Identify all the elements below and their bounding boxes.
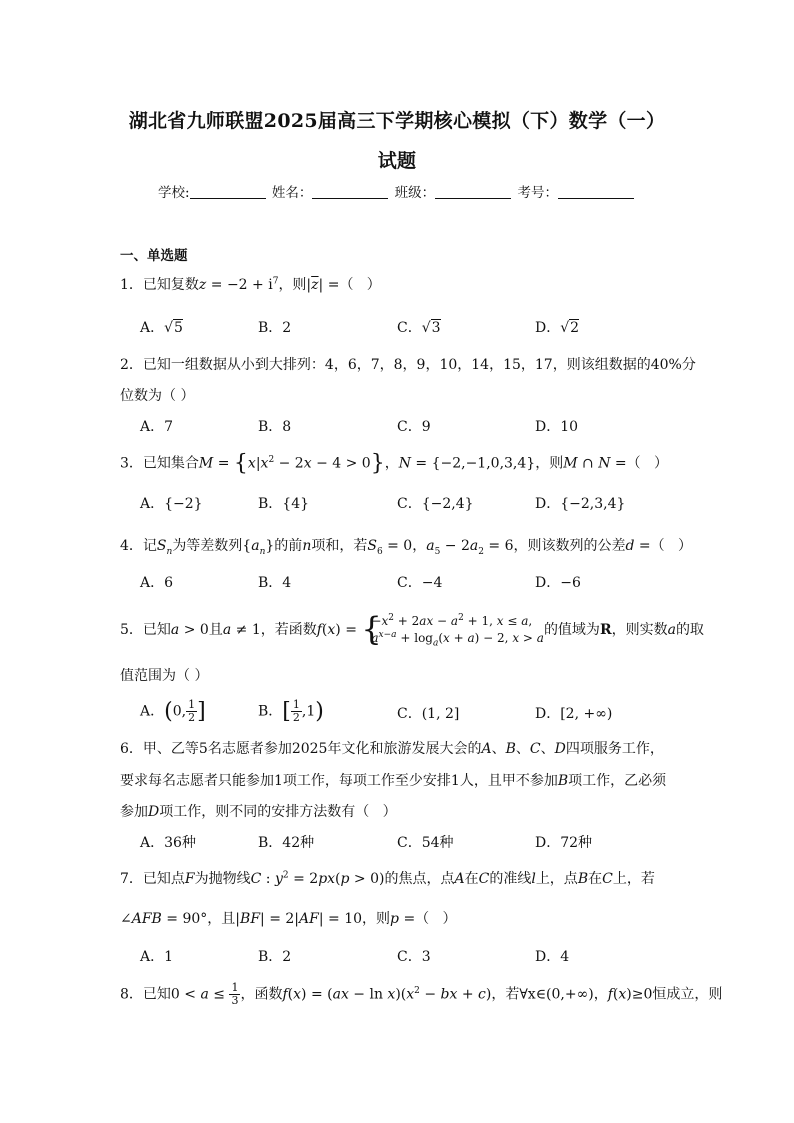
q7-option-b[interactable]: B．2 [258, 949, 292, 965]
question-number: 5． [120, 622, 143, 638]
q7-option-c[interactable]: C．3 [397, 949, 431, 965]
school-blank[interactable] [190, 184, 266, 199]
section-heading: 一、单选题 [120, 248, 188, 264]
class-blank[interactable] [435, 184, 511, 199]
exam-no-label: 考号： [517, 185, 558, 201]
school-label: 学校: [158, 185, 190, 201]
question-7: 7．已知点F为抛物线C : $y^2 = 2px(p > 0)$的焦点，点A在C的准线l上，点B在C上，若 [120, 870, 655, 887]
question-6-line3: 参加D项工作，则不同的安排方法数有（ ） [120, 804, 397, 820]
question-number: 6． [120, 741, 143, 757]
q7-option-d[interactable]: D．4 [535, 949, 570, 965]
question-number: 7． [120, 871, 143, 887]
question-1: 1．已知复数$z = -2 + i^7$，则$|\overline{z}|$ =（ ） [120, 276, 381, 293]
piecewise-function: { $-x^2 + 2ax - a^2 + 1$, x ≤ a, $a^{x-a} + \log_a(x + a) - 2$, x > a [361, 613, 544, 647]
question-number: 2． [120, 357, 143, 373]
question-6-line2: 要求每名志愿者只能参加1项工作，每项工作至少安排1人，且甲不参加B项工作，乙必须 [120, 773, 667, 789]
q5-option-b[interactable]: B．[ $\frac{1}{2}$ ,1) [258, 698, 324, 724]
question-7-line2: ∠AFB = 90°，且|BF| = 2|AF| = 10，则p =（ ） [120, 911, 457, 927]
q5-option-a[interactable]: A．(0, $\frac{1}{2}$ ] [140, 698, 206, 724]
exam-title: 湖北省九师联盟2025届高三下学期核心模拟（下）数学（一） [128, 110, 666, 132]
question-2: 2．已知一组数据从小到大排列：4，6，7，8，9，10，14，15，17，则该组数据的40%分 [120, 357, 696, 373]
q1-option-b[interactable]: B．2 [258, 320, 292, 336]
q6-option-b[interactable]: B．42种 [258, 835, 315, 851]
q5-option-c[interactable]: C．(1, 2] [397, 706, 460, 722]
question-5-line2: 值范围为（ ） [120, 668, 209, 684]
question-4: 4．记$S_n$为等差数列$\{a_n\}$的前n项和，若$S_6 = 0$，$a_5 - 2a_2 = 6$，则该数列的公差d =（ ） [120, 538, 692, 557]
q2-option-c[interactable]: C．9 [397, 419, 431, 435]
q3-option-b[interactable]: B．{4} [258, 496, 310, 512]
q5-option-d[interactable]: D．[2, +∞) [535, 706, 613, 722]
question-number: 1． [120, 277, 143, 293]
q4-option-a[interactable]: A．6 [140, 575, 174, 591]
q3-option-c[interactable]: C．{−2,4} [397, 496, 474, 512]
q1-option-a[interactable]: A．√5 [140, 320, 183, 336]
q1-option-d[interactable]: D．√2 [535, 320, 580, 336]
student-info-row [0, 181, 794, 201]
q1-option-c[interactable]: C．√3 [397, 320, 441, 336]
question-number: 8． [120, 986, 143, 1003]
question-number: 3． [120, 455, 143, 472]
class-label: 班级： [394, 185, 436, 201]
exam-no-blank[interactable] [558, 184, 634, 199]
q4-option-d[interactable]: D．−6 [535, 575, 581, 591]
q4-option-b[interactable]: B．4 [258, 575, 292, 591]
q3-option-a[interactable]: A．{−2} [140, 496, 203, 512]
q6-option-d[interactable]: D．72种 [535, 835, 593, 851]
q6-option-c[interactable]: C．54种 [397, 835, 454, 851]
question-number: 4． [120, 538, 143, 554]
question-5: 5．已知a > 0且a ≠ 1，若函数f(x) = { $-x^2 + 2ax - a^2 + 1$, x ≤ a, $a^{x-a} + \log_a(x + a) - 2$, x > a的值域为R，则实数a的取 [120, 613, 704, 647]
exam-title-line2: 试题 [377, 150, 417, 172]
q2-option-b[interactable]: B．8 [258, 419, 292, 435]
q2-option-d[interactable]: D．10 [535, 419, 579, 435]
q4-option-c[interactable]: C．−4 [397, 575, 443, 591]
name-blank[interactable] [312, 184, 388, 199]
name-label: 姓名： [271, 185, 313, 201]
question-8: 8．已知0 < a ≤ $\frac{1}{3}$ ，函数$f(x) = (ax - \ln x)(x^2$ − bx + c)，若∀x∈(0,+∞)，f(x)≥0恒成立，则 [120, 981, 723, 1007]
question-3: 3．已知集合$M = \{x|x^2 - 2x - 4 > 0\}$，N = {−2,−1,0,3,4}，则M ∩ N =（ ） [120, 451, 668, 476]
question-2-line2: 位数为（ ） [120, 388, 195, 404]
q7-option-a[interactable]: A．1 [140, 949, 174, 965]
q3-option-d[interactable]: D．{−2,3,4} [535, 496, 626, 512]
question-6: 6．甲、乙等5名志愿者参加2025年文化和旅游发展大会的A、B、C、D四项服务工作， [120, 741, 664, 757]
q2-option-a[interactable]: A．7 [140, 419, 174, 435]
q6-option-a[interactable]: A．36种 [140, 835, 196, 851]
